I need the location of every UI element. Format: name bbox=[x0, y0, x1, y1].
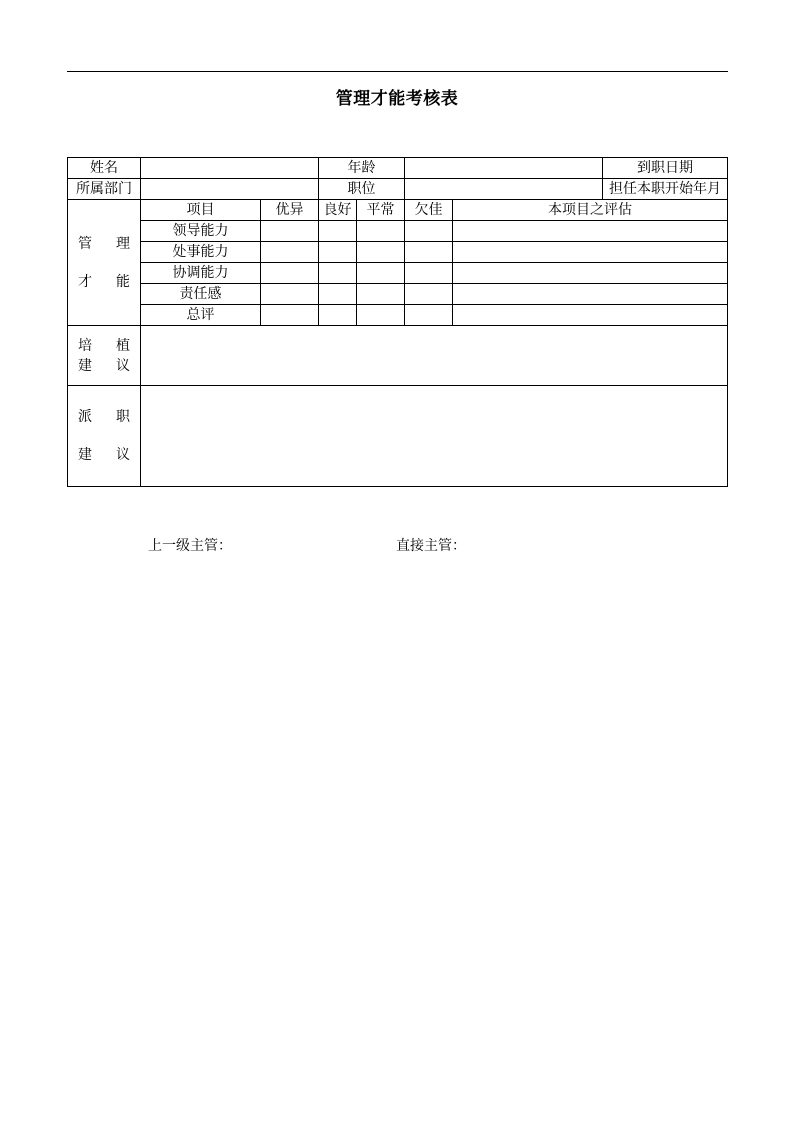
side-char: 植 bbox=[116, 337, 130, 354]
side-char: 议 bbox=[116, 447, 130, 463]
item-label: 协调能力 bbox=[141, 263, 261, 284]
table-row bbox=[68, 305, 728, 326]
age-field[interactable] bbox=[405, 158, 603, 179]
average-cell[interactable] bbox=[357, 305, 405, 326]
name-label: 姓名 bbox=[68, 158, 141, 179]
name-field[interactable] bbox=[141, 158, 319, 179]
department-field[interactable] bbox=[141, 179, 319, 200]
training-suggestion-field[interactable] bbox=[141, 326, 728, 386]
assessment-cell[interactable] bbox=[453, 284, 728, 305]
good-cell[interactable] bbox=[319, 221, 357, 242]
average-cell[interactable] bbox=[357, 242, 405, 263]
col-good: 良好 bbox=[319, 200, 357, 221]
side-char: 能 bbox=[116, 273, 130, 290]
excellent-cell[interactable] bbox=[261, 242, 319, 263]
table-row bbox=[68, 221, 728, 242]
assessment-cell[interactable] bbox=[453, 221, 728, 242]
item-label: 总评 bbox=[141, 305, 261, 326]
poor-cell[interactable] bbox=[405, 242, 453, 263]
assessment-cell[interactable] bbox=[453, 263, 728, 284]
page-title: 管理才能考核表 bbox=[335, 89, 459, 109]
poor-cell[interactable] bbox=[405, 263, 453, 284]
average-cell[interactable] bbox=[357, 221, 405, 242]
start-date-label: 到职日期 bbox=[603, 158, 728, 179]
side-char: 才 bbox=[78, 273, 92, 290]
average-cell[interactable] bbox=[357, 263, 405, 284]
poor-cell[interactable] bbox=[405, 284, 453, 305]
col-average: 平常 bbox=[357, 200, 405, 221]
side-char: 管 bbox=[78, 235, 92, 252]
poor-cell[interactable] bbox=[405, 221, 453, 242]
item-label: 责任感 bbox=[141, 284, 261, 305]
col-assessment: 本项目之评估 bbox=[453, 200, 728, 221]
table-row bbox=[68, 242, 728, 263]
col-item: 项目 bbox=[141, 200, 261, 221]
good-cell[interactable] bbox=[319, 305, 357, 326]
table-row bbox=[68, 263, 728, 284]
average-cell[interactable] bbox=[357, 284, 405, 305]
col-poor: 欠佳 bbox=[405, 200, 453, 221]
excellent-cell[interactable] bbox=[261, 221, 319, 242]
poor-cell[interactable] bbox=[405, 305, 453, 326]
age-label: 年龄 bbox=[319, 158, 405, 179]
side-char: 职 bbox=[116, 409, 130, 425]
item-label: 领导能力 bbox=[141, 221, 261, 242]
side-char: 派 bbox=[78, 409, 92, 425]
col-excellent: 优异 bbox=[261, 200, 319, 221]
side-char: 建 bbox=[78, 357, 92, 374]
assessment-cell[interactable] bbox=[453, 305, 728, 326]
side-char: 培 bbox=[78, 337, 92, 354]
management-ability-label bbox=[68, 200, 141, 326]
training-suggestion-label bbox=[68, 326, 141, 386]
assignment-suggestion-field[interactable] bbox=[141, 386, 728, 487]
excellent-cell[interactable] bbox=[261, 305, 319, 326]
table-row bbox=[68, 284, 728, 305]
top-rule bbox=[67, 71, 728, 72]
position-label: 职位 bbox=[319, 179, 405, 200]
assessment-cell[interactable] bbox=[453, 242, 728, 263]
excellent-cell[interactable] bbox=[261, 263, 319, 284]
department-label: 所属部门 bbox=[68, 179, 141, 200]
side-char: 议 bbox=[116, 357, 130, 374]
position-start-label: 担任本职开始年月 bbox=[603, 179, 728, 200]
side-char: 理 bbox=[116, 235, 130, 252]
upper-supervisor-label: 上一级主管： bbox=[148, 538, 232, 554]
assessment-form bbox=[67, 157, 728, 487]
side-char: 建 bbox=[78, 447, 92, 463]
good-cell[interactable] bbox=[319, 284, 357, 305]
good-cell[interactable] bbox=[319, 242, 357, 263]
position-field[interactable] bbox=[405, 179, 603, 200]
item-label: 处事能力 bbox=[141, 242, 261, 263]
direct-supervisor-label: 直接主管： bbox=[396, 538, 466, 554]
assignment-suggestion-label bbox=[68, 386, 141, 487]
excellent-cell[interactable] bbox=[261, 284, 319, 305]
good-cell[interactable] bbox=[319, 263, 357, 284]
